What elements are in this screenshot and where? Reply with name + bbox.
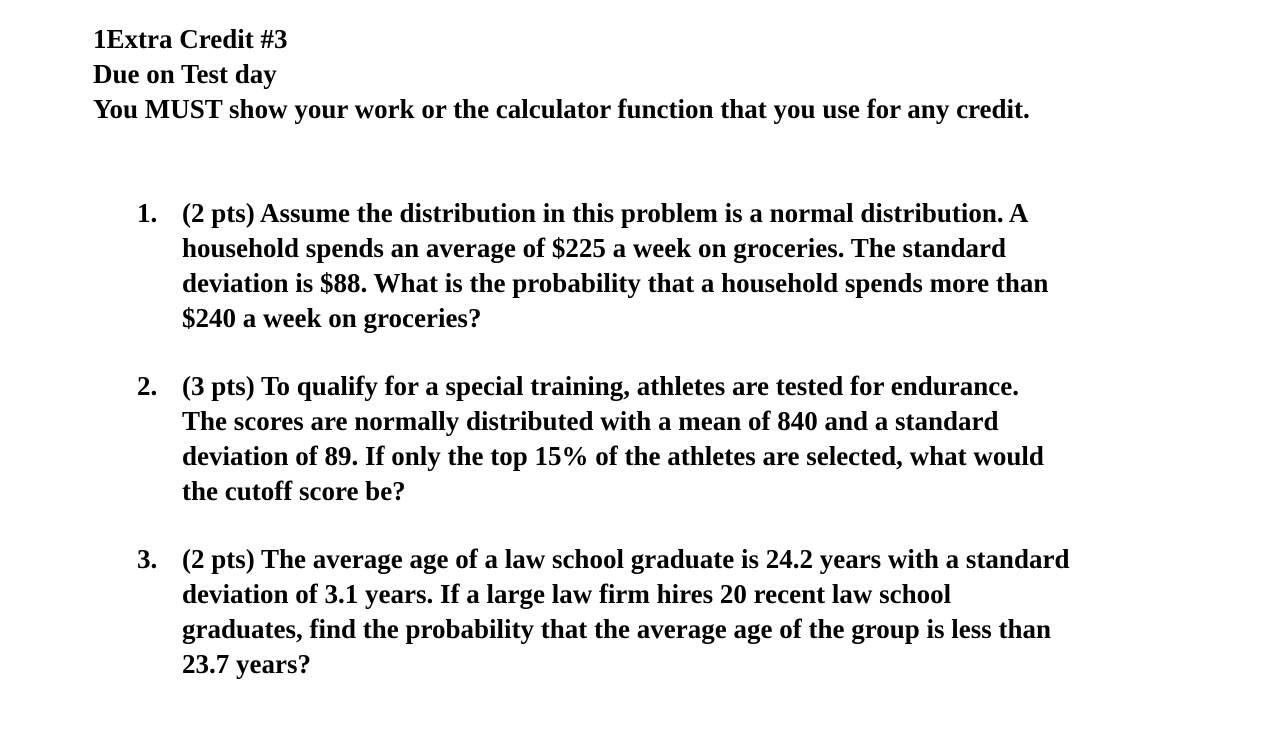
question-number: 2. (137, 371, 158, 401)
question-line: deviation of 3.1 years. If a large law firm hires 20 recent law school (182, 579, 952, 609)
question-line: The scores are normally distributed with a mean of 840 and a standard (182, 406, 999, 436)
question-line: (2 pts) Assume the distribution in this problem is a normal distribution. A (182, 198, 1029, 228)
instructions: You MUST show your work or the calculator function that you use for any credit. (93, 94, 1030, 124)
question-line: the cutoff score be? (182, 476, 406, 506)
question-line: graduates, find the probability that the average age of the group is less than (182, 614, 1052, 644)
question-line: (2 pts) The average age of a law school graduate is 24.2 years with a standard (182, 544, 1070, 574)
question-line: household spends an average of $225 a week on groceries. The standard (182, 233, 1007, 263)
question-3 (137, 542, 1147, 682)
question-list (137, 196, 1147, 715)
due-date: Due on Test day (93, 59, 277, 89)
document-header (93, 22, 1030, 127)
question-line: deviation is $88. What is the probability that a household spends more than (182, 268, 1049, 298)
question-line: deviation of 89. If only the top 15% of the athletes are selected, what would (182, 441, 1044, 471)
question-1 (137, 196, 1147, 336)
document-title: 1Extra Credit #3 (93, 24, 288, 54)
question-line: $240 a week on groceries? (182, 303, 482, 333)
question-2 (137, 369, 1147, 509)
question-line: (3 pts) To qualify for a special training, athletes are tested for endurance. (182, 371, 1019, 401)
question-number: 3. (137, 544, 158, 574)
question-number: 1. (137, 198, 158, 228)
question-line: 23.7 years? (182, 649, 311, 679)
